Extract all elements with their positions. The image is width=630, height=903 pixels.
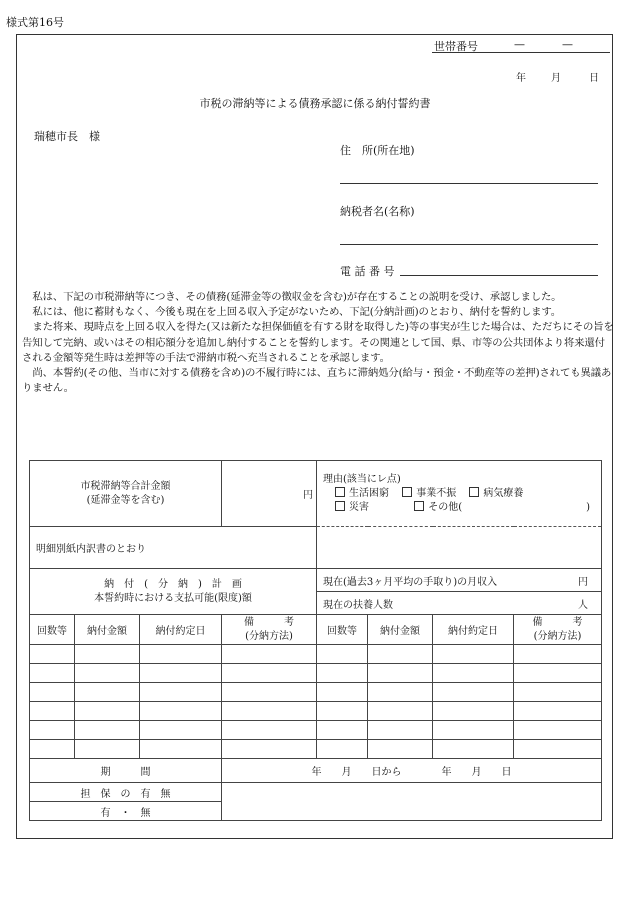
yen-unit: 円 xyxy=(303,490,314,501)
col-times-right: 回数等 xyxy=(317,615,368,645)
reason-business-label: 事業不振 xyxy=(416,487,457,499)
checkbox-icon xyxy=(402,487,412,497)
form-number: 様式第16号 xyxy=(6,16,64,29)
col-date-left: 納付約定日 xyxy=(140,615,222,645)
date-year: 年 xyxy=(516,73,526,84)
total-amount-sublabel: (延滞金等を含む) xyxy=(86,494,165,506)
col-remarks-left xyxy=(222,615,317,645)
checkbox-icon xyxy=(469,487,479,497)
checkbox-icon xyxy=(335,501,345,511)
reason-other-checkbox[interactable] xyxy=(414,501,462,515)
total-amount-value[interactable] xyxy=(222,461,317,527)
pledge-paragraph-3: また将来、現時点を上回る収入を得た(又は新たな担保価値を有する財を取得した)等の事実が生じた場合は、ただちにその旨を告知して完納、或いはその相応額分を追加し納付することを誓約します。その関連として国、県、市等の公共団体より将来還付される金額等発生時は差押等の手法で滞納市税へ充当されることを承認します。 xyxy=(22,321,614,364)
payment-plan-table xyxy=(29,460,602,821)
reason-hardship-label: 生活困窮 xyxy=(349,487,390,499)
breakdown-note: 明細別紙内訳書のとおり xyxy=(30,527,317,569)
monthly-income-unit: 円 xyxy=(578,576,589,588)
remarks-sub: (分納方法) xyxy=(533,630,582,642)
pledge-paragraph-1: 私は、下記の市税滞納等につき、その債務(延滞金等の徴収金を含む)が存在することの説明を受け、承認しました。 xyxy=(32,291,562,303)
plan-title: 納 付 ( 分 納 ) 計 画 xyxy=(104,578,242,590)
phone-label: 電 話 番 号 xyxy=(340,265,395,278)
address-label: 住 所(所在地) xyxy=(340,144,415,157)
address-line[interactable] xyxy=(340,183,598,184)
date-month: 月 xyxy=(551,73,561,84)
reason-cell xyxy=(317,461,602,527)
checkbox-icon xyxy=(335,487,345,497)
reason-illness-checkbox[interactable] xyxy=(469,487,523,501)
household-number-field[interactable] xyxy=(432,38,610,53)
dependents-row[interactable] xyxy=(317,592,602,615)
date-day: 日 xyxy=(589,73,599,84)
remarks-top: 備 考 xyxy=(244,616,295,628)
reason-label: 理由(該当にレ点) xyxy=(323,473,401,485)
dependents-unit: 人 xyxy=(578,599,589,611)
col-amount-right: 納付金額 xyxy=(368,615,433,645)
dependents-label: 現在の扶養人数 xyxy=(323,599,394,611)
plan-heading-cell xyxy=(30,569,317,615)
document-title: 市税の滞納等による債務承認に係る納付誓約書 xyxy=(199,97,431,110)
pledge-paragraph-2: 私には、他に蓄財もなく、今後も現在を上回る収入予定がないため、下記(分納計画)のとおり、納付を誓約します。 xyxy=(32,306,562,319)
reason-illness-label: 病気療養 xyxy=(483,487,524,499)
plan-row[interactable] xyxy=(30,645,602,664)
col-times-left: 回数等 xyxy=(30,615,75,645)
period-value[interactable]: 年 月 日から 年 月 日 xyxy=(222,759,602,783)
reason-disaster-checkbox[interactable] xyxy=(335,501,369,515)
monthly-income-row[interactable] xyxy=(317,569,602,592)
reason-business-checkbox[interactable] xyxy=(402,487,456,501)
total-amount-label-cell xyxy=(30,461,222,527)
collateral-label: 担 保 の 有 無 xyxy=(30,783,222,802)
blank-cell xyxy=(317,527,602,569)
plan-row[interactable] xyxy=(30,664,602,683)
collateral-choice[interactable]: 有 ・ 無 xyxy=(30,802,222,821)
monthly-income-label: 現在(過去3ヶ月平均の手取り)の月収入 xyxy=(323,576,498,588)
taxpayer-name-label: 納税者名(名称) xyxy=(340,205,415,218)
addressee: 瑞穂市長 様 xyxy=(34,130,100,143)
plan-row[interactable] xyxy=(30,683,602,702)
reason-hardship-checkbox[interactable] xyxy=(335,487,389,501)
total-amount-label: 市税滞納等合計金額 xyxy=(80,480,171,492)
col-date-right: 納付約定日 xyxy=(433,615,514,645)
reason-other-close: ) xyxy=(586,501,591,513)
period-label: 期 間 xyxy=(30,759,222,783)
household-number-label: 世帯番号 xyxy=(434,40,478,53)
phone-line[interactable] xyxy=(400,275,598,276)
remarks-sub: (分納方法) xyxy=(245,630,293,642)
plan-subtitle: 本誓約時における支払可能(限度)額 xyxy=(94,592,252,604)
col-amount-left: 納付金額 xyxy=(75,615,140,645)
plan-row[interactable] xyxy=(30,721,602,740)
reason-disaster-label: 災害 xyxy=(349,501,370,513)
pledge-paragraph-4: 尚、本誓約(その他、当市に対する債務を含め)の不履行時には、直ちに滞納処分(給与・預金・不動産等の差押)されても異議ありません。 xyxy=(22,367,612,395)
pledge-text xyxy=(22,290,614,396)
remarks-top: 備 考 xyxy=(532,616,583,628)
reason-other-label: その他( xyxy=(428,501,463,513)
plan-row[interactable] xyxy=(30,740,602,759)
household-sep-1: — xyxy=(514,38,525,51)
collateral-details[interactable] xyxy=(222,783,602,821)
col-remarks-right xyxy=(514,615,602,645)
checkbox-icon xyxy=(414,501,424,511)
plan-row[interactable] xyxy=(30,702,602,721)
household-sep-2: — xyxy=(562,38,573,51)
taxpayer-name-line[interactable] xyxy=(340,244,598,245)
